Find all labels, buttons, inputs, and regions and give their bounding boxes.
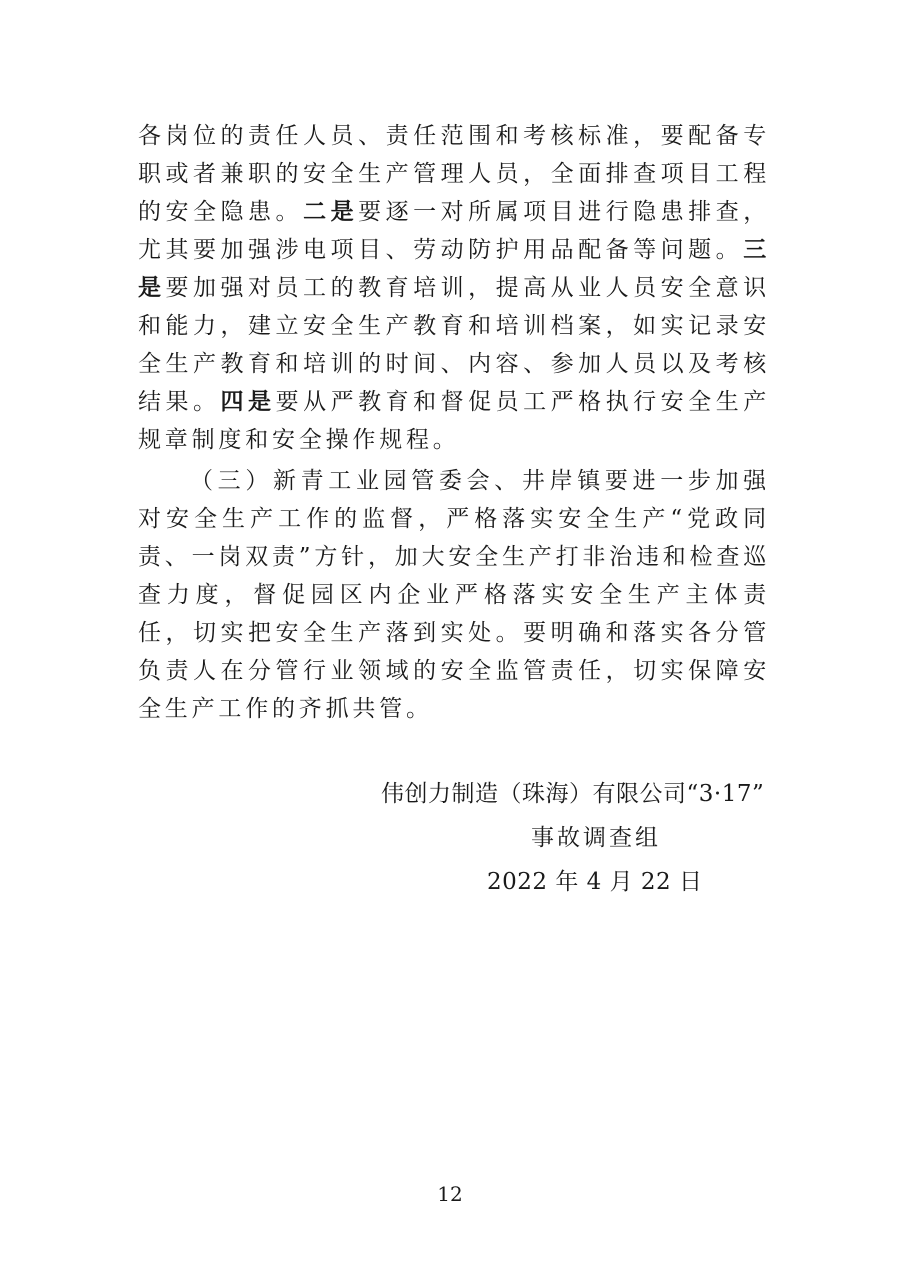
paragraph-1 [138, 117, 770, 459]
text-segment: 要从严教育和督促员工严格执行安全生产规章制度和安全操作规程。 [138, 389, 770, 453]
label-second: 二是 [303, 198, 359, 225]
text-segment: 要逐一对所属项目进行隐患排查，尤其要加强涉电项目、劳动防护用品配备等问题。 [138, 199, 771, 263]
text-segment: 各岗位的责任人员、责任范围和考核标准，要配备专职或者兼职的安全生产管理人员，全面排查项目工程的安全隐患。 [138, 123, 770, 225]
paragraph-measures-continued [138, 117, 770, 459]
signature-date: 2022 年 4 月 22 日 [487, 869, 703, 895]
text-segment: 要加强对员工的教育培训，提高从业人员安全意识和能力，建立安全生产教育和培训档案，如实记录安全生产教育和培训的时间、内容、参加人员以及考核结果。 [138, 275, 770, 415]
label-third: 三是 [138, 236, 770, 301]
page-number: 12 [437, 1182, 463, 1206]
signature-group: 事故调查组 [531, 825, 661, 851]
paragraph-supervision [138, 462, 770, 728]
paragraph-2: （三）新青工业园管委会、井岸镇要进一步加强对安全生产工作的监督，严格落实安全生产“党政同责、一岗双责”方针，加大安全生产打非治违和检查巡查力度，督促园区内企业严格落实安全生产主体责任，切实把安全生产落到实处。要明确和落实各分管负责人在分管行业领域的安全监管责任，切实保障安全生产工作的齐抓共管。 [138, 468, 770, 722]
label-fourth: 四是 [220, 388, 276, 415]
signature-organization: 伟创力制造（珠海）有限公司“3·17” [381, 781, 765, 807]
